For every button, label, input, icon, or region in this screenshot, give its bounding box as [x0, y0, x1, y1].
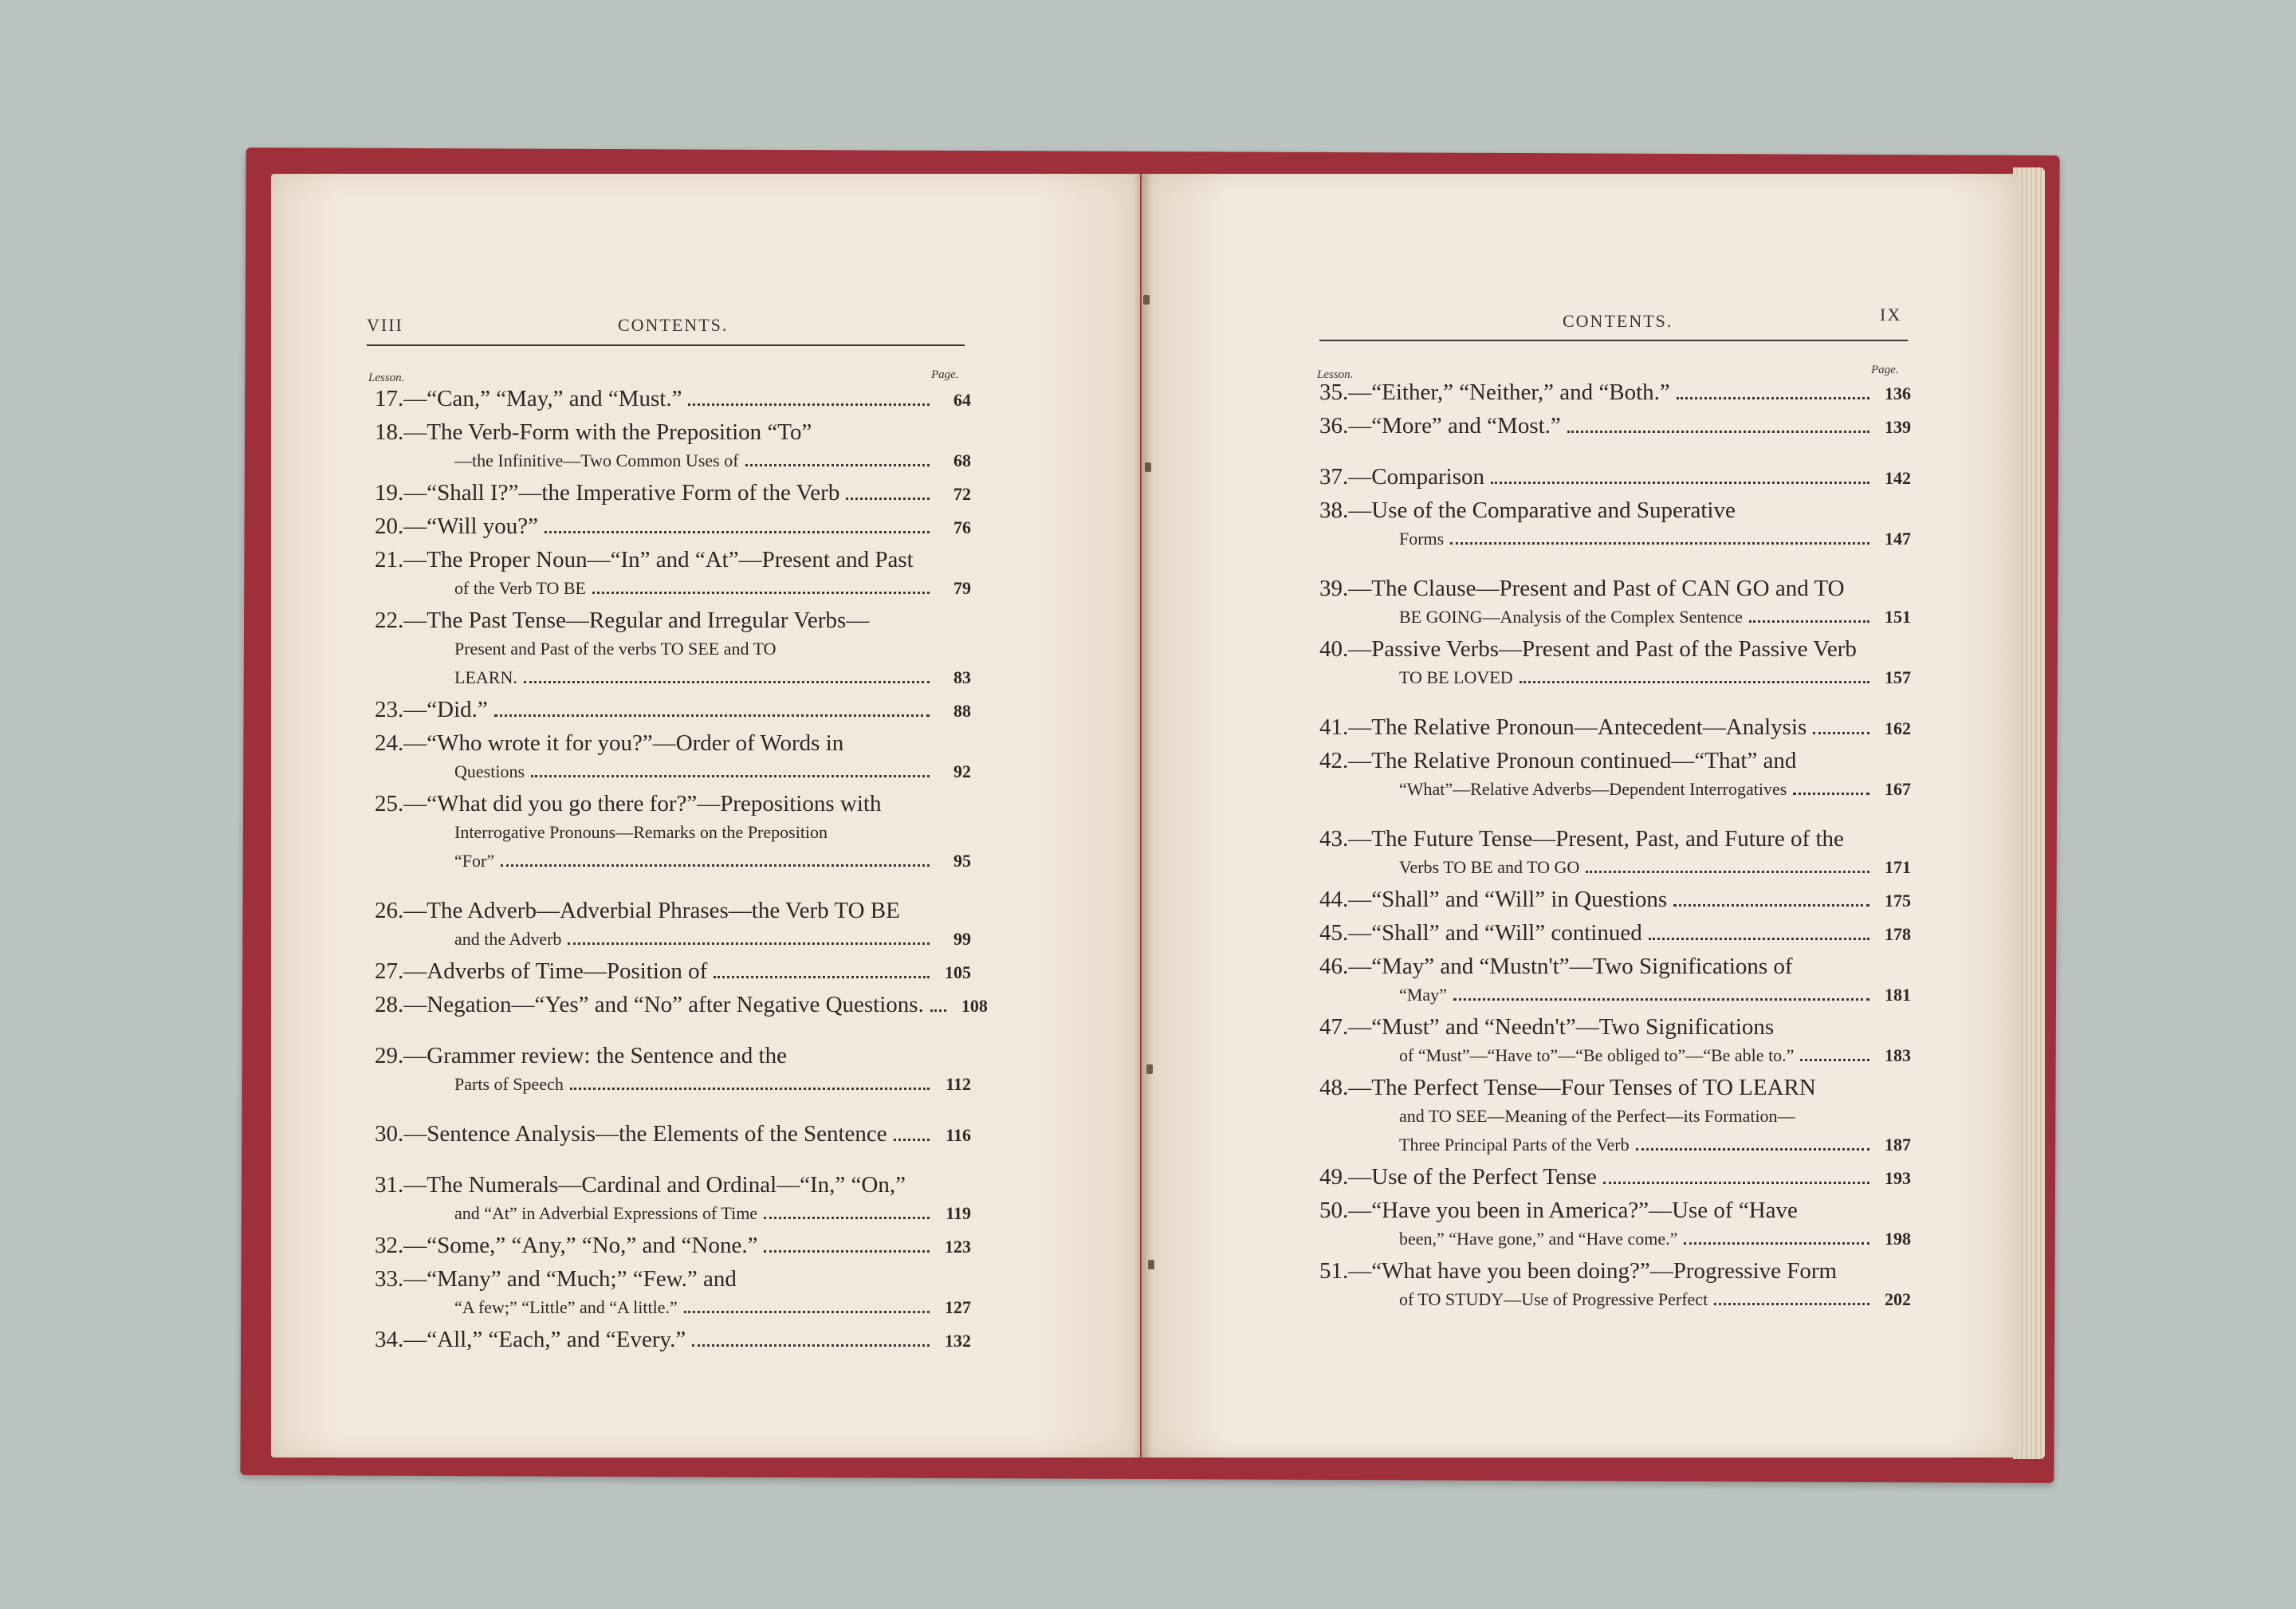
entry-text: 29.—Grammer review: the Sentence and the	[375, 1043, 787, 1068]
entry-text: and the Adverb	[454, 929, 562, 949]
entry-page-number: 178	[1885, 924, 1911, 944]
left-contents-list	[375, 384, 988, 1359]
contents-entry	[1319, 1162, 1911, 1193]
contents-entry	[1319, 1257, 1911, 1314]
entry-text: 44.—“Shall” and “Will” in Questions	[1319, 887, 1668, 912]
contents-entry	[375, 957, 971, 987]
contents-entry	[375, 512, 971, 542]
dot-leader	[1649, 938, 1869, 940]
dot-leader	[1714, 1303, 1869, 1305]
entry-text: Questions	[454, 761, 525, 781]
contents-entry	[375, 729, 971, 786]
left-header-rule	[367, 344, 965, 346]
entry-page-number: 157	[1885, 667, 1911, 687]
entry-page-number: 127	[945, 1297, 971, 1317]
entry-page-number: 136	[1885, 384, 1911, 403]
entry-text: 30.—Sentence Analysis—the Elements of the Sentence	[375, 1121, 887, 1147]
dot-leader	[688, 403, 930, 406]
binding-stitch	[1146, 1064, 1153, 1074]
contents-entry	[375, 606, 971, 692]
entry-text: of the Verb TO BE	[454, 578, 586, 598]
left-page-number: VIII	[367, 315, 403, 335]
entry-text: of “Must”—“Have to”—“Be obliged to”—“Be able to.”	[1399, 1045, 1795, 1065]
entry-text: TO BE LOVED	[1399, 667, 1513, 687]
entry-text: 43.—The Future Tense—Present, Past, and Future of the	[1319, 826, 1844, 852]
entry-text: Three Principal Parts of the Verb	[1399, 1135, 1630, 1155]
contents-entry	[1319, 574, 1911, 631]
contents-entry	[375, 1170, 971, 1228]
entry-text: —the Infinitive—Two Common Uses of	[454, 450, 739, 470]
contents-entry	[375, 1119, 971, 1150]
dot-leader	[568, 942, 930, 945]
contents-entry	[1319, 1013, 1911, 1070]
entry-page-number: 175	[1885, 891, 1911, 911]
contents-entry	[1319, 1073, 1911, 1159]
entry-text: 28.—Negation—“Yes” and “No” after Negative Questions.	[375, 992, 924, 1017]
dot-leader	[1673, 904, 1869, 907]
entry-page-number: 142	[1885, 468, 1911, 488]
entry-text: 38.—Use of the Comparative and Superative	[1319, 498, 1736, 523]
contents-entry	[375, 1265, 971, 1322]
dot-leader	[1586, 871, 1869, 873]
entry-page-number: 119	[946, 1203, 971, 1223]
entry-text: 42.—The Relative Pronoun continued—“That” and	[1319, 748, 1797, 773]
contents-entry	[1319, 635, 1911, 692]
contents-entry	[375, 1231, 971, 1261]
entry-text: 33.—“Many” and “Much;” “Few.” and	[375, 1266, 737, 1292]
contents-entry	[1319, 378, 1911, 408]
entry-text: “What”—Relative Adverbs—Dependent Interrogatives	[1399, 779, 1787, 799]
entry-page-number: 64	[953, 390, 971, 410]
entry-text: of TO STUDY—Use of Progressive Perfect	[1399, 1289, 1708, 1309]
entry-text: and TO SEE—Meaning of the Perfect—its Formation—	[1399, 1106, 1795, 1126]
right-lesson-label: Lesson.	[1317, 368, 1354, 381]
right-header-rule	[1319, 340, 1908, 341]
entry-text: 35.—“Either,” “Neither,” and “Both.”	[1319, 380, 1670, 405]
dot-leader	[1684, 1242, 1869, 1245]
dot-leader	[1793, 793, 1869, 795]
entry-text: Verbs TO BE and TO GO	[1399, 857, 1580, 877]
entry-text: 31.—The Numerals—Cardinal and Ordinal—“In,” “On,”	[375, 1172, 906, 1198]
entry-page-number: 151	[1885, 607, 1911, 627]
right-page-label: Page.	[1871, 364, 1899, 376]
dot-leader	[531, 775, 930, 777]
entry-page-number: 112	[946, 1074, 971, 1094]
entry-text: Parts of Speech	[454, 1074, 564, 1094]
dot-leader	[570, 1088, 930, 1090]
right-running-head: CONTENTS.	[1563, 311, 1673, 331]
entry-text: and “At” in Adverbial Expressions of Time	[454, 1203, 758, 1223]
contents-entry	[1319, 919, 1911, 949]
dot-leader	[1453, 998, 1869, 1001]
left-running-head: CONTENTS.	[618, 315, 729, 335]
entry-page-number: 187	[1885, 1135, 1911, 1155]
entry-page-number: 92	[953, 761, 971, 781]
dot-leader	[692, 1344, 930, 1347]
dot-leader	[764, 1250, 930, 1253]
entry-page-number: 123	[945, 1237, 971, 1257]
entry-text: BE GOING—Analysis of the Complex Sentence	[1399, 607, 1743, 627]
entry-page-number: 162	[1885, 718, 1911, 738]
entry-text: 17.—“Can,” “May,” and “Must.”	[375, 386, 682, 411]
entry-page-number: 202	[1885, 1289, 1911, 1309]
contents-entry	[1319, 713, 1911, 743]
entry-text: “May”	[1399, 985, 1447, 1005]
entry-text: 23.—“Did.”	[375, 697, 488, 722]
entry-page-number: 83	[953, 667, 971, 687]
entry-text: Interrogative Pronouns—Remarks on the Preposition	[454, 822, 828, 842]
entry-page-number: 108	[961, 996, 988, 1016]
entry-text: 21.—The Proper Noun—“In” and “At”—Present and Past	[375, 547, 914, 572]
entry-page-number: 116	[946, 1125, 971, 1145]
left-page-label: Page.	[931, 368, 959, 381]
entry-text: 39.—The Clause—Present and Past of CAN GO and TO	[1319, 576, 1845, 601]
contents-entry	[1319, 952, 1911, 1009]
entry-text: 25.—“What did you go there for?”—Prepositions with	[375, 791, 882, 816]
entry-page-number: 167	[1885, 779, 1911, 799]
entry-page-number: 68	[953, 450, 971, 470]
entry-text: LEARN.	[454, 667, 517, 687]
dot-leader	[745, 464, 930, 466]
entry-text: Present and Past of the verbs TO SEE and TO	[454, 639, 776, 659]
dot-leader	[1603, 1182, 1869, 1184]
entry-page-number: 147	[1885, 529, 1911, 549]
dot-leader	[894, 1139, 930, 1141]
entry-text: 19.—“Shall I?”—the Imperative Form of the Verb	[375, 480, 840, 506]
dot-leader	[1636, 1148, 1869, 1151]
dot-leader	[1491, 482, 1869, 484]
contents-entry	[375, 896, 971, 954]
entry-text: 40.—Passive Verbs—Present and Past of the Passive Verb	[1319, 636, 1857, 662]
contents-entry	[1319, 746, 1911, 804]
entry-text: 51.—“What have you been doing?”—Progressive Form	[1319, 1258, 1838, 1284]
binding-stitch	[1145, 462, 1151, 472]
entry-text: 32.—“Some,” “Any,” “No,” and “None.”	[375, 1233, 758, 1258]
entry-text: 41.—The Relative Pronoun—Antecedent—Analysis	[1319, 714, 1807, 740]
dot-leader	[684, 1311, 930, 1313]
entry-text: 22.—The Past Tense—Regular and Irregular Verbs—	[375, 608, 870, 633]
entry-text: 26.—The Adverb—Adverbial Phrases—the Verb TO BE	[375, 898, 900, 923]
dot-leader	[714, 976, 930, 978]
entry-page-number: 95	[953, 851, 971, 871]
entry-page-number: 72	[953, 484, 971, 504]
contents-entry	[375, 990, 988, 1021]
dot-leader	[1813, 732, 1869, 734]
entry-text: 48.—The Perfect Tense—Four Tenses of TO LEARN	[1319, 1075, 1816, 1100]
entry-text: 50.—“Have you been in America?”—Use of “Have	[1319, 1198, 1798, 1223]
entry-page-number: 99	[953, 929, 971, 949]
dot-leader	[501, 864, 930, 867]
entry-text: 34.—“All,” “Each,” and “Every.”	[375, 1327, 686, 1352]
contents-entry	[375, 789, 971, 875]
dot-leader	[524, 681, 930, 683]
contents-entry	[375, 695, 971, 726]
entry-text: 24.—“Who wrote it for you?”—Order of Words in	[375, 730, 844, 756]
dot-leader	[1677, 397, 1869, 399]
contents-entry	[375, 418, 971, 475]
dot-leader	[1749, 620, 1869, 623]
entry-text: 45.—“Shall” and “Will” continued	[1319, 920, 1642, 946]
dot-leader	[1567, 431, 1869, 433]
contents-entry	[375, 1325, 971, 1355]
dot-leader	[592, 592, 930, 594]
entry-text: 47.—“Must” and “Needn't”—Two Significations	[1319, 1014, 1775, 1040]
dot-leader	[494, 714, 930, 717]
contents-entry	[1319, 824, 1911, 882]
entry-page-number: 79	[953, 578, 971, 598]
right-page-number: IX	[1880, 305, 1902, 325]
entry-text: “For”	[454, 851, 495, 871]
right-contents-list	[1319, 378, 1911, 1317]
contents-entry	[375, 545, 971, 603]
left-lesson-label: Lesson.	[368, 372, 405, 384]
entry-text: “A few;” “Little” and “A little.”	[454, 1297, 678, 1317]
entry-page-number: 171	[1885, 857, 1911, 877]
entry-text: 37.—Comparison	[1319, 464, 1485, 490]
entry-page-number: 181	[1885, 985, 1911, 1005]
dot-leader	[545, 531, 930, 533]
contents-entry	[1319, 496, 1911, 553]
dot-leader	[1450, 542, 1869, 545]
dot-leader	[1520, 681, 1869, 683]
entry-page-number: 183	[1885, 1045, 1911, 1065]
dot-leader	[846, 498, 930, 500]
contents-entry	[375, 384, 971, 415]
entry-text: 36.—“More” and “Most.”	[1319, 413, 1561, 439]
contents-entry	[1319, 885, 1911, 915]
entry-text: been,” “Have gone,” and “Have come.”	[1399, 1229, 1678, 1249]
dot-leader	[1800, 1059, 1869, 1061]
dot-leader	[930, 1009, 946, 1012]
dot-leader	[764, 1217, 930, 1219]
entry-text: 27.—Adverbs of Time—Position of	[375, 958, 708, 984]
contents-entry	[1319, 411, 1911, 442]
contents-entry	[1319, 462, 1911, 493]
entry-text: Forms	[1399, 529, 1445, 549]
contents-entry	[375, 478, 971, 509]
contents-entry	[1319, 1196, 1911, 1253]
entry-page-number: 132	[945, 1331, 971, 1351]
contents-entry	[375, 1041, 971, 1099]
entry-text: 49.—Use of the Perfect Tense	[1319, 1164, 1597, 1190]
entry-text: 18.—The Verb-Form with the Preposition “To”	[375, 419, 812, 445]
entry-text: 20.—“Will you?”	[375, 513, 538, 539]
entry-page-number: 139	[1885, 417, 1911, 437]
entry-text: 46.—“May” and “Mustn't”—Two Significations of	[1319, 954, 1793, 979]
binding-stitch	[1148, 1260, 1154, 1269]
entry-page-number: 198	[1885, 1229, 1911, 1249]
entry-page-number: 88	[953, 701, 971, 721]
entry-page-number: 193	[1885, 1168, 1911, 1188]
entry-page-number: 76	[953, 517, 971, 537]
entry-page-number: 105	[945, 962, 971, 982]
binding-stitch	[1143, 295, 1150, 305]
